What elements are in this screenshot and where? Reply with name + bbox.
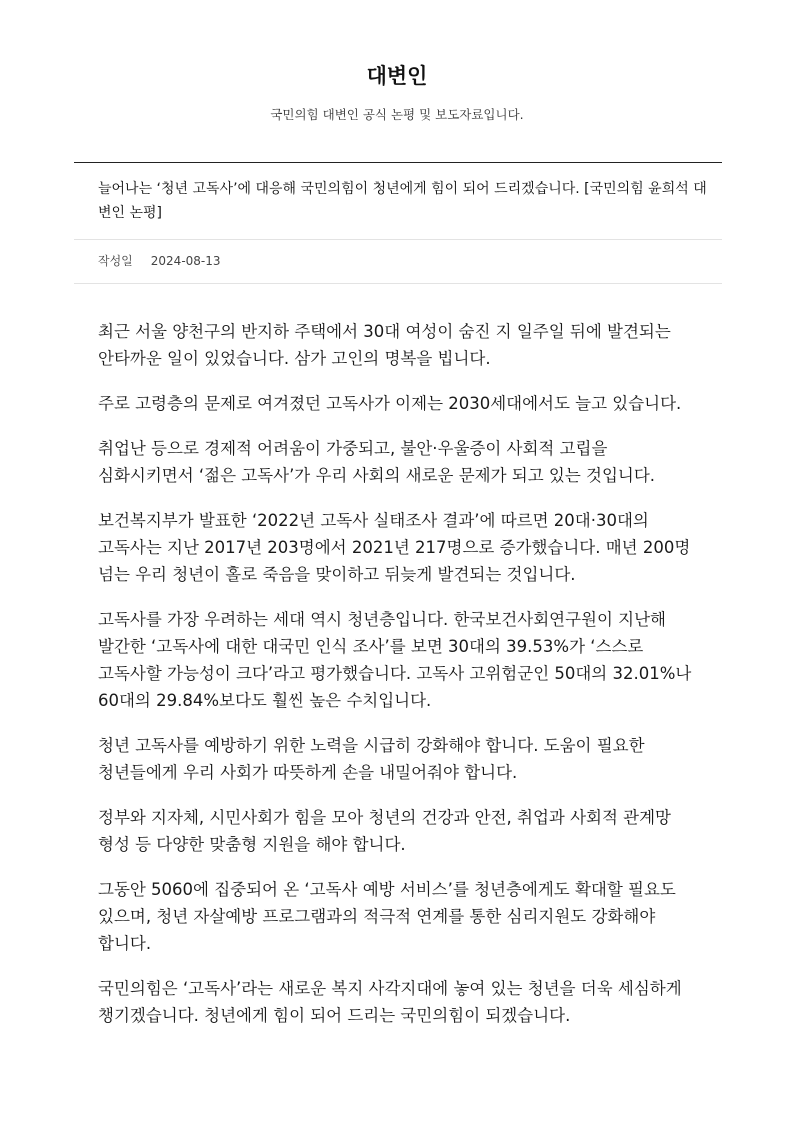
post-title: 늘어나는 ‘청년 고독사’에 대응해 국민의힘이 청년에게 힘이 되어 드리겠습니다. [국민의힘 윤희석 대변인 논평] [98,181,707,221]
article [74,162,722,1047]
paragraph: 보건복지부가 발표한 ‘2022년 고독사 실태조사 결과’에 따르면 20대·30대의 고독사는 지난 2017년 203명에서 2021년 217명으로 증가했습니다. 매년 200명 넘는 우리 청년이 홀로 죽음을 맞이하고 뒤늦게 발견되는 것입니다. [98,511,691,584]
post-meta [74,240,722,283]
site-title: 대변인 [366,64,428,88]
paragraph: 고독사를 가장 우려하는 세대 역시 청년층입니다. 한국보건사회연구원이 지난해 발간한 ‘고독사에 대한 대국민 인식 조사’를 보면 30대의 39.53%가 ‘스스로 고독사할 가능성이 크다’라고 평가했습니다. 고독사 고위험군인 50대의 32.01%나 60대의 29.84%보다도 훨씬 높은 수치입니다. [98,610,692,710]
post-body [74,284,722,1029]
paragraph: 청년 고독사를 예방하기 위한 노력을 시급히 강화해야 합니다. 도움이 필요한 청년들에게 우리 사회가 따뜻하게 손을 내밀어줘야 합니다. [98,736,645,782]
paragraph: 최근 서울 양천구의 반지하 주택에서 30대 여성이 숨진 지 일주일 뒤에 발견되는 안타까운 일이 있었습니다. 삼가 고인의 명복을 빕니다. [98,322,671,368]
post-date: 2024-08-13 [150,254,221,268]
paragraph: 주로 고령층의 문제로 여겨졌던 고독사가 이제는 2030세대에서도 늘고 있습니다. [98,394,682,413]
date-label: 작성일 [98,254,133,268]
paragraph: 취업난 등으로 경제적 어려움이 가중되고, 불안·우울증이 사회적 고립을 심화시키면서 ‘젊은 고독사’가 우리 사회의 새로운 문제가 되고 있는 것입니다. [98,439,656,485]
paragraph: 국민의힘은 ‘고독사’라는 새로운 복지 사각지대에 놓여 있는 청년을 더욱 세심하게 챙기겠습니다. 청년에게 힘이 되어 드리는 국민의힘이 되겠습니다. [98,979,682,1025]
page-header [0,0,794,124]
site-subtitle: 국민의힘 대변인 공식 논평 및 보도자료입니다. [270,107,524,122]
paragraph: 그동안 5060에 집중되어 온 ‘고독사 예방 서비스’를 청년층에게도 확대할 필요도 있으며, 청년 자살예방 프로그램과의 적극적 연계를 통한 심리지원도 강화해야 합니다. [98,880,676,953]
paragraph: 정부와 지자체, 시민사회가 힘을 모아 청년의 건강과 안전, 취업과 사회적 관계망 형성 등 다양한 맞춤형 지원을 해야 합니다. [98,808,671,854]
